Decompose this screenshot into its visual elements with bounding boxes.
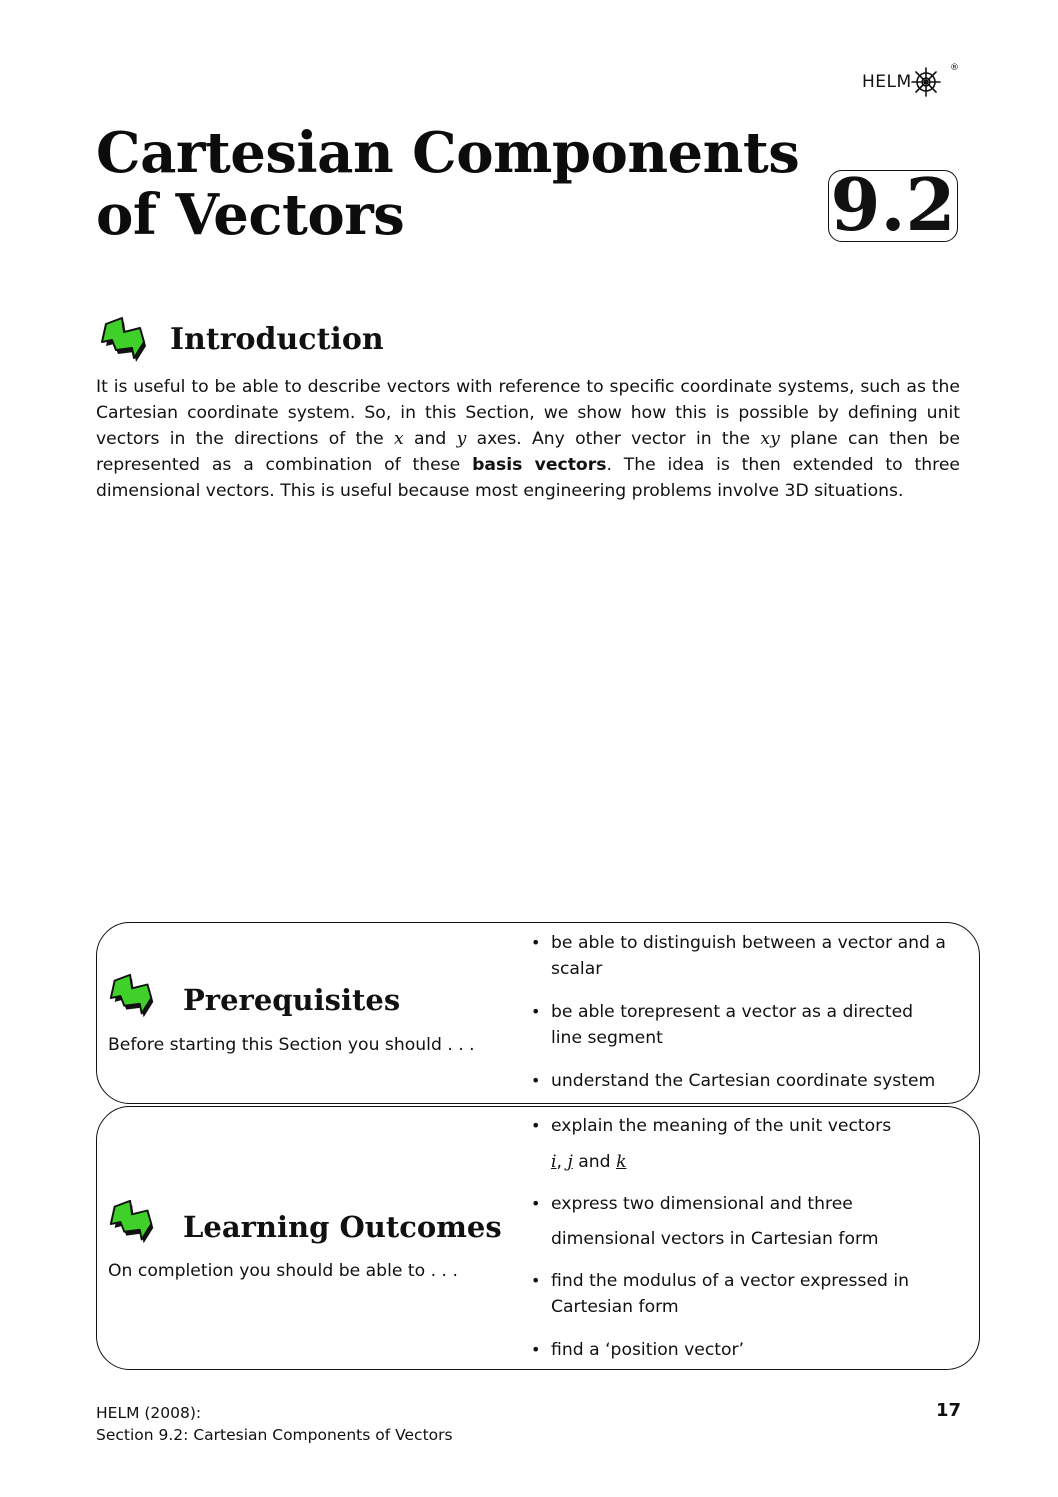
prerequisites-heading: Prerequisites [183, 983, 401, 1017]
footer-line-1: HELM (2008): [96, 1404, 202, 1422]
outcome-2-line-2: dimensional vectors in Cartesian form [551, 1229, 879, 1249]
green-arrow-icon [105, 971, 161, 1025]
list-item: • find a ‘position vector’ [529, 1337, 949, 1363]
learning-outcomes-subtitle: On completion you should be able to . . . [108, 1261, 458, 1281]
outcome-2-line-1: express two dimensional and three [551, 1194, 853, 1214]
var-xy: xy [760, 429, 780, 449]
footer-line-2: Section 9.2: Cartesian Components of Vectors [96, 1426, 453, 1444]
registered-mark: ® [950, 63, 959, 73]
basis-vectors-term: basis vectors [472, 455, 607, 475]
intro-text-1: It is useful to be able to describe vectors with reference to specific coordinate systems, such as the Cartesian coordinate system. So, in this Section, we show how this is possible by defining unit vectors in the directions of the [96, 377, 960, 449]
outcome-1-text: explain the meaning of the unit vectors [551, 1116, 892, 1136]
var-y: y [456, 429, 467, 449]
prerequisites-subtitle: Before starting this Section you should . . . [108, 1035, 475, 1055]
var-x: x [394, 429, 404, 449]
list-item [529, 1191, 949, 1252]
ship-wheel-icon [910, 66, 942, 98]
comma: , [556, 1152, 562, 1172]
unit-vector-k: k [616, 1152, 627, 1172]
intro-text-2: and [403, 429, 457, 449]
list-item [529, 1113, 949, 1175]
prerequisites-list [529, 930, 949, 1094]
green-arrow-icon [96, 314, 154, 370]
learning-outcomes-panel [96, 1106, 980, 1370]
list-item: • understand the Cartesian coordinate system [529, 1068, 949, 1094]
learning-outcomes-heading: Learning Outcomes [183, 1210, 502, 1244]
intro-text-5: . The idea is then extended to three dimensional vectors. This is useful because most engineering problems involve 3D situations. [96, 455, 960, 501]
section-number: 9.2 [830, 162, 956, 247]
introduction-heading: Introduction [170, 322, 384, 357]
list-item: • be able torepresent a vector as a directed line segment [529, 999, 949, 1051]
introduction-paragraph [96, 374, 960, 504]
title-line-1: Cartesian Components [96, 120, 800, 186]
intro-text-3: axes. Any other vector in the [466, 429, 761, 449]
helm-logo [862, 63, 959, 98]
prerequisites-panel [96, 922, 980, 1104]
unit-vectors-line [551, 1149, 626, 1175]
unit-vector-i: i [551, 1152, 557, 1172]
page-number: 17 [936, 1400, 962, 1421]
title-line-2: of Vectors [96, 182, 405, 248]
list-item: • be able to distinguish between a vector and a scalar [529, 930, 949, 982]
page-title [96, 122, 799, 246]
intro-text-4: plane can then be represented as a combination of these [96, 429, 961, 475]
list-item: • find the modulus of a vector expressed in Cartesian form [529, 1268, 931, 1320]
green-arrow-icon [105, 1197, 161, 1251]
unit-vector-j: j [567, 1152, 573, 1172]
learning-outcomes-list [529, 1113, 949, 1363]
and-word: and [578, 1152, 611, 1172]
footer [96, 1402, 453, 1446]
section-number-box [828, 162, 958, 247]
logo-text: HELM [862, 72, 912, 92]
